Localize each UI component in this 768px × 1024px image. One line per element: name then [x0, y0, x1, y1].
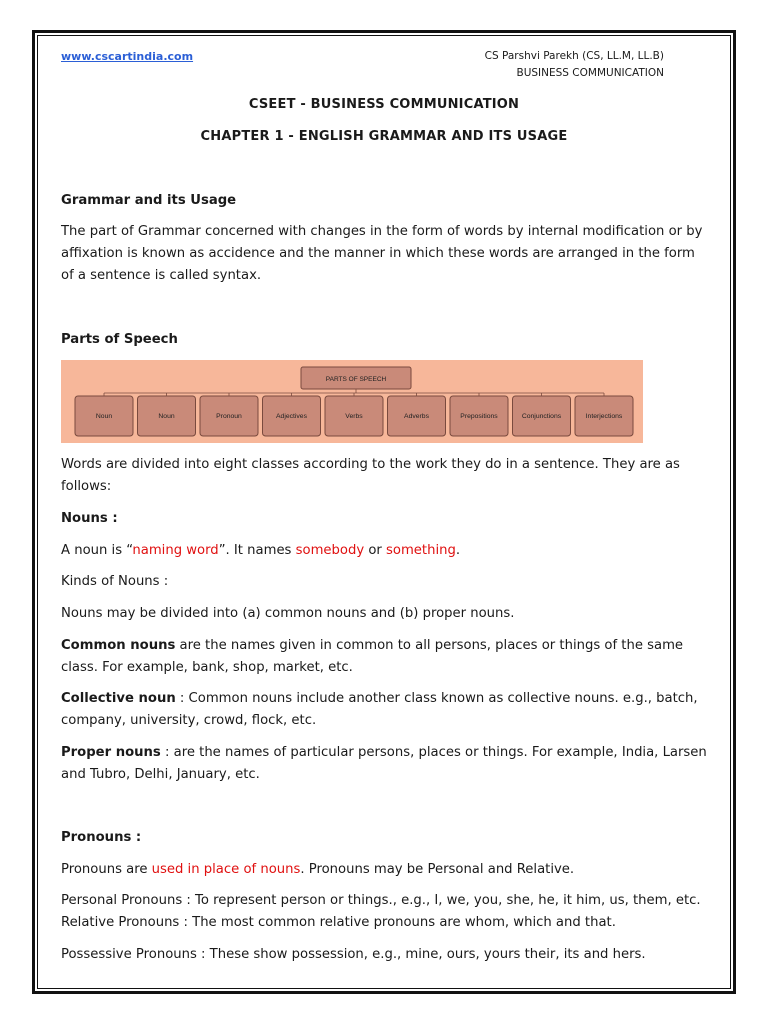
diagram-node-label-6: Adverbs [404, 413, 429, 420]
grammar-heading: Grammar and its Usage [61, 193, 237, 208]
main-title: CSEET - BUSINESS COMMUNICATION [248, 97, 520, 112]
possessive-pronouns-paragraph: Possessive Pronouns : These show possession, e.g., mine, ours, yours their, its and hers. [61, 947, 646, 962]
common-nouns-paragraph [61, 635, 711, 679]
pronoun-definition [61, 859, 711, 881]
common-nouns-label: Common nouns [61, 638, 176, 653]
naming-word-highlight: naming word [132, 543, 219, 558]
parts-of-speech-diagram [61, 360, 643, 443]
diagram-node-label-8: Conjunctions [521, 413, 562, 420]
header-author-block [485, 48, 664, 82]
somebody-highlight: somebody [295, 543, 365, 558]
diagram-root-label: PARTS OF SPEECH [325, 376, 387, 383]
personal-pronouns-paragraph: Personal Pronouns : To represent person or things., e.g., I, we, you, she, he, it him, us, them, etc. Relative Pronouns : The most common relative pronouns are whom, which and that. [61, 893, 701, 930]
something-highlight: something [386, 543, 456, 558]
collective-noun-text: : Common nouns include another class known as collective nouns. e.g., batch, company, university, crowd, flock, etc. [61, 691, 698, 728]
collective-noun-paragraph [61, 688, 711, 732]
diagram-node-label-9: Interjections [585, 413, 623, 420]
noun-def-end: . [455, 543, 461, 558]
noun-def-or: or [364, 543, 387, 558]
parts-of-speech-chart [61, 360, 643, 443]
noun-def-mid: ”. It names [218, 543, 296, 558]
nouns-heading: Nouns : [61, 511, 118, 526]
proper-nouns-text: : are the names of particular persons, places or things. For example, India, Larsen and Tubro, Delhi, January, etc. [61, 745, 707, 782]
diagram-node-label-4: Adjectives [276, 413, 307, 420]
diagram-node-label-3: Pronoun [216, 413, 242, 420]
pronouns-heading: Pronouns : [61, 830, 142, 845]
parts-of-speech-heading: Parts of Speech [61, 332, 178, 347]
subject-line: BUSINESS COMMUNICATION [516, 67, 664, 79]
pronoun-def-post: . Pronouns may be Personal and Relative. [300, 862, 575, 877]
chapter-title: CHAPTER 1 - ENGLISH GRAMMAR AND ITS USAGE [200, 129, 568, 144]
diagram-node-label-5: Verbs [345, 413, 363, 420]
diagram-node-label-1: Noun [95, 413, 113, 420]
grammar-paragraph: The part of Grammar concerned with changes in the form of words by internal modification or by affixation is known as accidence and the manner in which these words are arranged in the form of a sentence is called syntax. [61, 224, 703, 283]
collective-noun-label: Collective noun [61, 691, 176, 706]
diagram-node-label-7: Prepositions [460, 413, 498, 420]
pronoun-def-pre: Pronouns are [61, 862, 152, 877]
pronoun-def-highlight: used in place of nouns [151, 862, 301, 877]
author-line: CS Parshvi Parekh (CS, LL.M, LL.B) [484, 50, 664, 62]
website-link[interactable]: www.cscartindia.com [61, 50, 194, 63]
proper-nouns-paragraph [61, 742, 711, 786]
nouns-divided: Nouns may be divided into (a) common nouns and (b) proper nouns. [61, 606, 515, 621]
noun-definition [61, 540, 711, 562]
common-nouns-text: are the names given in common to all persons, places or things of the same class. For example, bank, shop, market, etc. [61, 638, 684, 675]
noun-def-pre: A noun is “ [61, 543, 133, 558]
parts-paragraph: Words are divided into eight classes according to the work they do in a sentence. They are as follows: [61, 457, 680, 494]
proper-nouns-label: Proper nouns [61, 745, 161, 760]
diagram-node-label-2: Noun [158, 413, 175, 420]
kinds-of-nouns: Kinds of Nouns : [61, 574, 169, 589]
